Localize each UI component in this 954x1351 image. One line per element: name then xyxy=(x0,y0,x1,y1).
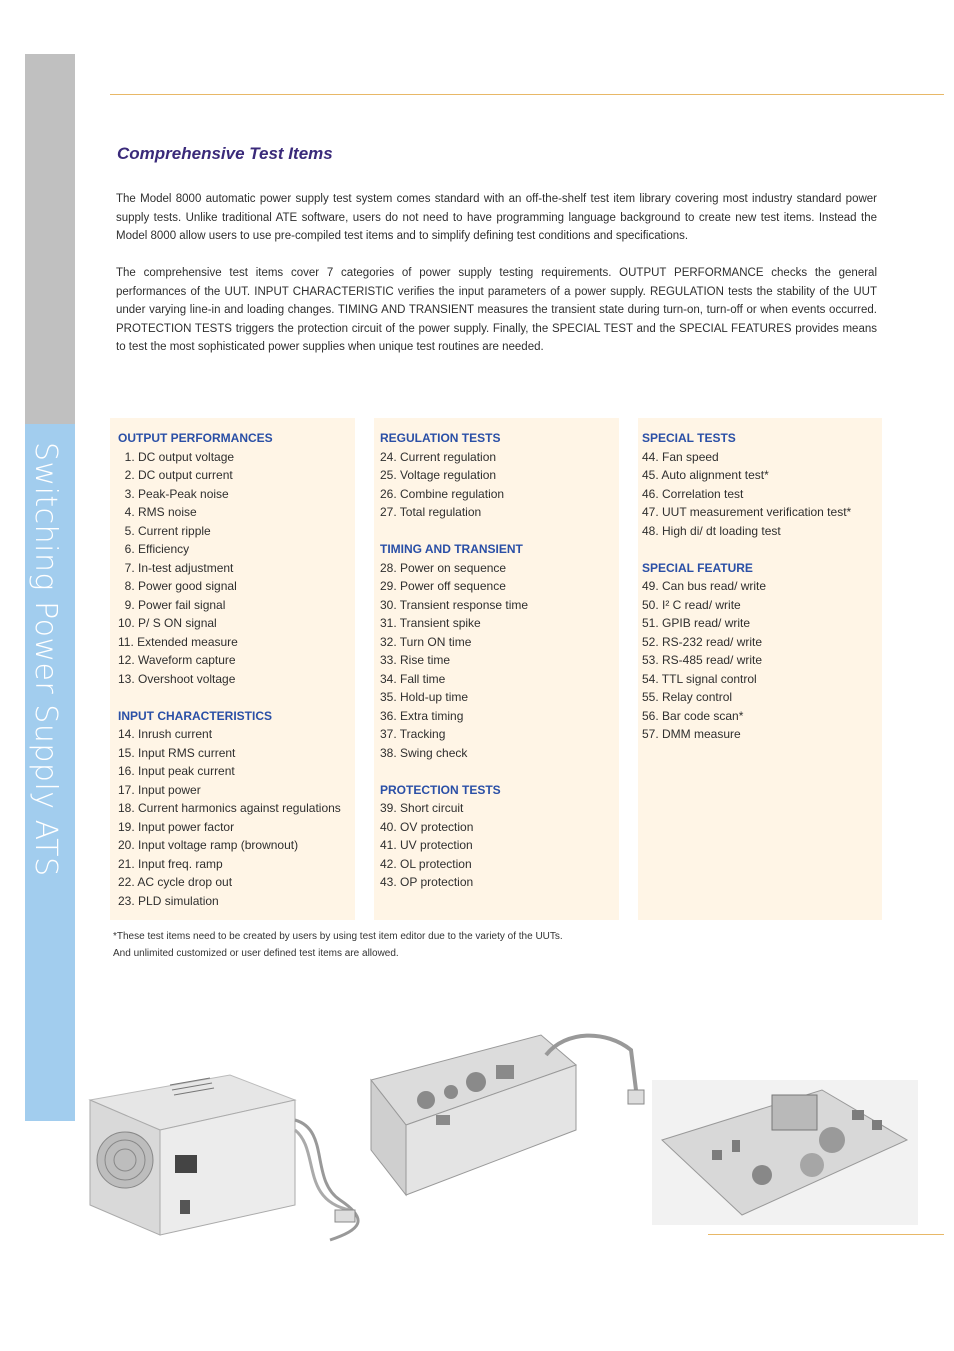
top-rule xyxy=(110,94,944,95)
test-column-1 xyxy=(110,418,355,920)
open-frame-power-supply-photo xyxy=(366,1030,648,1210)
test-item: 56. Bar code scan* xyxy=(642,708,744,723)
footnote-line-1: *These test items need to be created by users by using test item editor due to the variety of the UUTs. xyxy=(113,931,563,942)
test-item: 46. Correlation test xyxy=(642,486,744,501)
test-item: 53. RS-485 read/ write xyxy=(642,653,763,667)
test-item: 24. Current regulation xyxy=(380,449,497,464)
test-item: 17. Input power xyxy=(118,782,201,797)
test-item: 30. Transient response time xyxy=(380,597,529,612)
test-item: 44. Fan speed xyxy=(642,449,719,464)
test-item: 7. In-test adjustment xyxy=(118,560,234,575)
test-item: 39. Short circuit xyxy=(380,801,464,815)
test-item: 22. AC cycle drop out xyxy=(118,875,233,889)
test-item: 55. Relay control xyxy=(642,690,733,704)
footnote xyxy=(113,929,563,962)
test-column-3 xyxy=(638,418,882,920)
atx-power-supply-photo xyxy=(80,1060,375,1250)
test-item: 57. DMM measure xyxy=(642,727,741,741)
test-item: 25. Voltage regulation xyxy=(380,468,497,482)
test-item: 34. Fall time xyxy=(380,671,446,686)
intro-paragraph-2: The comprehensive test items cover 7 categories of power supply testing requirements. OUTPUT PERFORMANCE checks the general performances of the UUT. INPUT CHARACTERISTIC verifies the input parameters of a power supply. REGULATION tests the stability of the UUT under varying line-in and loading changes. TIMING AND TRANSIENT measures the transient state during turn-on, turn-off or when events occurred. PROTECTION TESTS triggers the protection circuit of the power supply. Finally, the SPECIAL TEST and the SPECIAL FEATURES provides means to test the most sophisticated power supplies when unique test routines are needed. xyxy=(116,267,877,353)
test-item: 52. RS-232 read/ write xyxy=(642,634,763,649)
test-item: 51. GPIB read/ write xyxy=(642,616,751,630)
circuit-board-photo xyxy=(652,1080,918,1225)
test-item: 18. Current harmonics against regulations xyxy=(118,801,341,815)
test-item: 10. P/ S ON signal xyxy=(118,616,217,630)
test-item: 20. Input voltage ramp (brownout) xyxy=(118,838,299,852)
category-title: PROTECTION TESTS xyxy=(380,782,501,797)
test-item: 5. Current ripple xyxy=(118,523,211,538)
test-item: 1. DC output voltage xyxy=(118,449,235,464)
section-heading: Comprehensive Test Items xyxy=(117,144,333,163)
test-item: 29. Power off sequence xyxy=(380,579,506,593)
test-item: 48. High di/ dt loading test xyxy=(642,523,781,538)
intro-paragraph-1: The Model 8000 automatic power supply test system comes standard with an off-the-shelf test item library covering most industry standard power supply tests. Unlike traditional ATE software, users do not need to have programming language background to create new test items. Instead the Model 8000 allow users to use pre-compiled test items and to simplify defining test conditions and specifications. xyxy=(116,193,877,242)
test-item: 40. OV protection xyxy=(380,819,474,834)
test-item: 13. Overshoot voltage xyxy=(118,671,236,686)
test-item: 31. Transient spike xyxy=(380,616,481,630)
bottom-rule xyxy=(708,1234,944,1235)
test-item: 28. Power on sequence xyxy=(380,560,507,575)
sidebar-grey-band xyxy=(25,54,75,424)
test-item: 37. Tracking xyxy=(380,727,446,741)
test-item: 23. PLD simulation xyxy=(118,893,219,908)
test-item: 8. Power good signal xyxy=(118,579,237,593)
test-item: 50. I² C read/ write xyxy=(642,597,741,612)
test-item: 47. UUT measurement verification test* xyxy=(642,505,852,519)
footnote-line-2: And unlimited customized or user defined test items are allowed. xyxy=(113,947,399,959)
test-item: 4. RMS noise xyxy=(118,505,197,519)
test-item: 3. Peak-Peak noise xyxy=(118,486,229,501)
category-title: OUTPUT PERFORMANCES xyxy=(118,431,273,445)
test-item: 27. Total regulation xyxy=(380,505,482,519)
category-title: SPECIAL TESTS xyxy=(642,431,736,445)
test-item: 16. Input peak current xyxy=(118,764,235,778)
test-item: 43. OP protection xyxy=(380,875,474,889)
category-title: INPUT CHARACTERISTICS xyxy=(118,708,273,723)
category-title: REGULATION TESTS xyxy=(380,431,501,445)
test-item: 49. Can bus read/ write xyxy=(642,579,767,593)
test-item: 54. TTL signal control xyxy=(642,671,757,686)
test-item: 38. Swing check xyxy=(380,745,468,760)
test-item: 9. Power fail signal xyxy=(118,597,226,612)
sidebar-title: Switching Power Supply ATS xyxy=(28,442,63,877)
test-item: 15. Input RMS current xyxy=(118,745,236,760)
test-item: 6. Efficiency xyxy=(118,542,190,556)
test-item: 41. UV protection xyxy=(380,838,473,852)
test-item: 36. Extra timing xyxy=(380,708,464,723)
test-item: 21. Input freq. ramp xyxy=(118,856,223,871)
test-item: 32. Turn ON time xyxy=(380,634,472,649)
test-item: 12. Waveform capture xyxy=(118,653,236,667)
test-item: 42. OL protection xyxy=(380,856,472,871)
category-title: TIMING AND TRANSIENT xyxy=(380,542,523,556)
test-item: 11. Extended measure xyxy=(118,634,238,649)
test-item: 14. Inrush current xyxy=(118,727,213,741)
test-item: 33. Rise time xyxy=(380,653,451,667)
test-item: 35. Hold-up time xyxy=(380,690,469,704)
test-item: 19. Input power factor xyxy=(118,819,235,834)
test-item: 45. Auto alignment test* xyxy=(642,468,769,482)
test-item: 2. DC output current xyxy=(118,468,233,482)
test-item: 26. Combine regulation xyxy=(380,486,505,501)
test-column-2 xyxy=(374,418,619,920)
category-title: SPECIAL FEATURE xyxy=(642,560,753,575)
